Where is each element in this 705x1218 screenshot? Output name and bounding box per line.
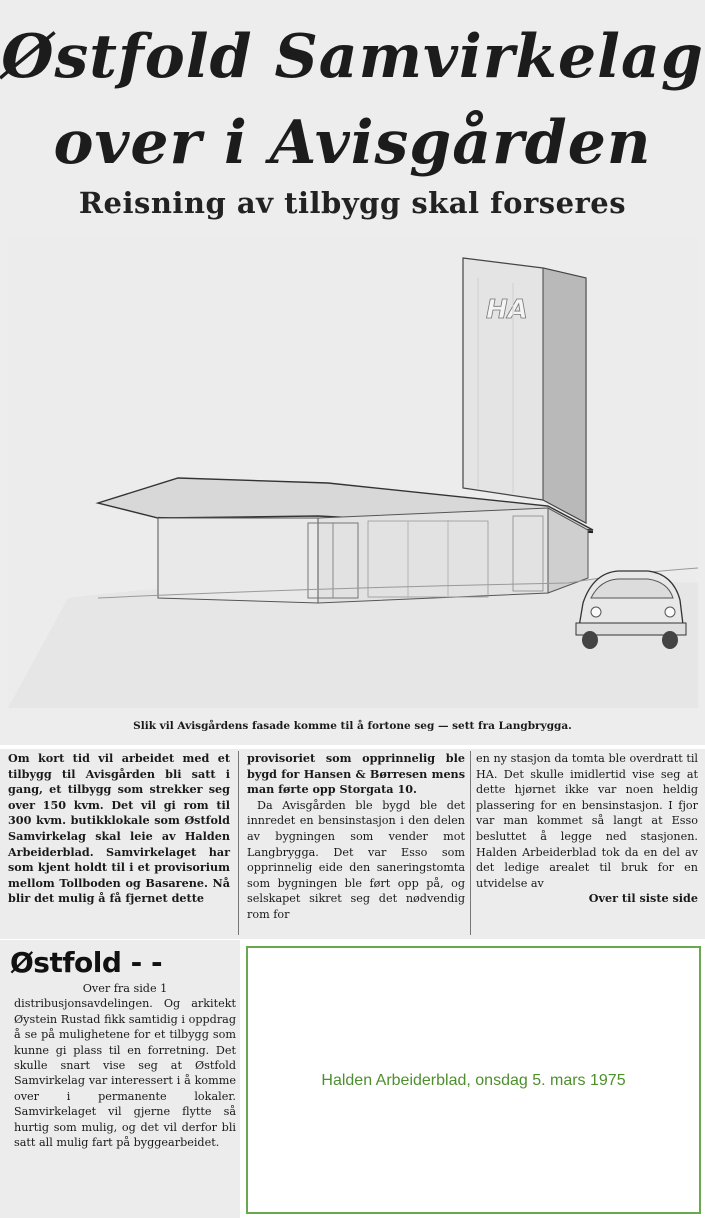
source-note-box	[246, 946, 701, 1214]
article-col2-text: Da Avisgården ble bygd ble det innredet en bensinstasjon i den delen av bygningen som vender mot Langbrygga. Det var Esso som opprinnelig eide den saneringstomta som bygningen ble ført opp på, og selskapet sikret seg det nødvendig rom for	[247, 798, 465, 921]
article-col2-lead: provisoriet som opprinnelig ble bygd for Hansen & Børresen mens man førte opp Storgata 10.	[247, 751, 465, 797]
continuation-heading: Østfold - -	[10, 946, 163, 979]
source-note: Halden Arbeiderblad, onsdag 5. mars 1975	[321, 1072, 626, 1089]
column-divider	[470, 751, 471, 935]
continuation-text: distribusjonsavdelingen. Og arkitekt Øystein Rustad fikk samtidig i oppdrag å se på mulighetene for et tilbygg som kunne gi plass til en forretning. Det skulle snart vise seg at Østfold Samvirkelag var interessert i å komme over i permanente lokaler. Samvirkelaget vil gjerne flytte så hurtig som mulig, og det vil derfor bli satt all mulig fart på byggearbeidet.	[14, 997, 236, 1150]
article-column-2	[247, 751, 465, 923]
article-column-1	[8, 751, 230, 907]
column-divider	[238, 751, 239, 935]
headline-line-1: Østfold Samvirkelag	[1, 22, 704, 92]
article-columns	[0, 749, 705, 939]
photo-caption: Slik vil Avisgårdens fasade komme til å fortone seg — sett fra Langbrygga.	[133, 720, 572, 732]
continued-note: Over til siste side	[588, 891, 698, 906]
article-column-3	[476, 751, 698, 907]
continuation-from: Over fra side 1	[82, 982, 168, 995]
building-illustration	[8, 238, 698, 708]
building-sign: HA	[486, 295, 528, 325]
continuation-body	[14, 981, 236, 1150]
article-col1-text: Om kort tid vil arbeidet med et tilbygg til Avisgården bli satt i gang, et tilbygg som strekker seg over 150 kvm. Det vil gi rom til 300 kvm. butikklokale som Østfold Samvirkelag skal leie av Halden Arbeiderblad. Samvirkelaget har som kjent holdt til i et provisorium mellom Tollboden og Basarene. Nå blir det mulig å få fjernet dette	[8, 751, 230, 906]
subheadline: Reisning av tilbygg skal forseres	[78, 186, 627, 220]
article-col3-text: en ny stasjon da tomta ble overdratt til HA. Det skulle imidlertid vise seg at dette hjørnet ikke var noen heldig plassering for en bensinstasjon. I fjor var man kommet så langt at Esso besluttet å legge ned stasjonen. Halden Arbeiderblad tok da en del av det ledige arealet til bruk for en utvidelse av	[476, 752, 698, 890]
headline-line-2: over i Avisgården	[53, 108, 652, 178]
continuation-article	[0, 940, 240, 1218]
